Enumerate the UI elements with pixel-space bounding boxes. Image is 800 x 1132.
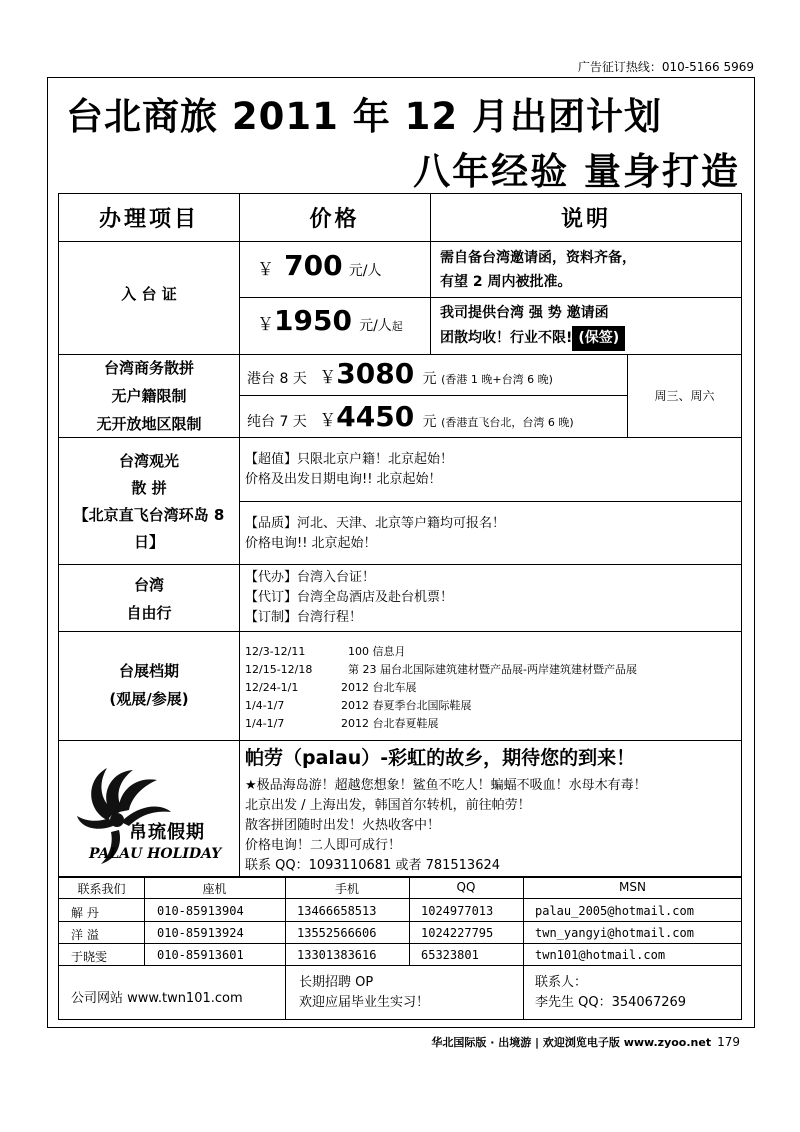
- divider: [239, 501, 742, 502]
- divider: [59, 877, 742, 878]
- recruit-note: 长期招聘 OP 欢迎应届毕业生实习！: [299, 975, 430, 1010]
- contact-qq: 1024227795: [421, 926, 494, 940]
- contact-header: 座机: [202, 882, 227, 896]
- contact-msn[interactable]: palau_2005@hotmail.com: [535, 904, 694, 918]
- contact-person: 联系人： 李先生 QQ：354067269: [535, 975, 687, 1010]
- contact-header: 手机: [334, 882, 359, 896]
- divider: [239, 297, 742, 298]
- page-footer: 华北国际版 · 出境游 | 欢迎浏览电子版 www.zyoo.net 179: [431, 1035, 740, 1049]
- expo-row: 12/3-12/11 100 信息月: [245, 645, 406, 658]
- entry-permit-label: 入 台 证: [121, 285, 177, 303]
- free-travel-label: 台湾 自由行: [126, 576, 172, 622]
- contact-mobile: 13552566606: [297, 926, 377, 940]
- expo-row: 1/4-1/7 2012 春夏季台北国际鞋展: [245, 699, 472, 712]
- divider: [239, 631, 240, 740]
- header-price: 价格: [309, 207, 360, 232]
- page-number: 179: [717, 1035, 740, 1049]
- divider: [285, 877, 286, 1020]
- contact-header: QQ: [456, 880, 476, 894]
- contact-phone: 010-85913904: [157, 904, 244, 918]
- page-title: 台北商旅 2011 年 12 月出团计划: [66, 95, 662, 138]
- contact-phone: 010-85913924: [157, 926, 244, 940]
- expo-label: 台展档期 (观展/参展): [109, 662, 189, 708]
- entry-note-1: 需自备台湾邀请函，资料齐备， 有望 2 周内被批准。: [440, 250, 636, 290]
- departure-days: 周三、周六: [654, 389, 715, 403]
- expo-row: 12/15-12/18 第 23 届台北国际建筑建材暨产品展-两岸建筑建材暨产品展: [245, 663, 637, 676]
- palau-holiday-logo: 帛琉假期 PALAU HOLIDAY: [67, 750, 232, 870]
- contact-header: 联系我们: [77, 882, 126, 896]
- sightseeing-value-note: 【超值】只限北京户籍！北京起始！ 价格及出发日期电询!! 北京起始！: [245, 452, 454, 487]
- header-item: 办理项目: [98, 207, 199, 232]
- palau-details: ★极品海岛游！超越您想象！鲨鱼不吃人！蝙蝠不吸血！水母木有毒！ 北京出发 / 上海出发，韩国首尔转机，前往帕劳！ 散客拼团随时出发！火热收客中！ 价格电询！二人即可成行！ 联系 QQ：1093110681 或者 781513624: [245, 778, 647, 873]
- contact-msn[interactable]: twn101@hotmail.com: [535, 948, 666, 962]
- divider: [59, 241, 742, 242]
- main-table: [58, 193, 742, 877]
- divider: [59, 564, 742, 565]
- free-travel-services: 【代办】台湾入台证！ 【代订】台湾全岛酒店及赴台机票！ 【订制】台湾行程！: [245, 570, 454, 625]
- contact-name: 于晓雯: [71, 950, 108, 964]
- divider: [430, 194, 431, 354]
- contact-qq: 65323801: [421, 948, 479, 962]
- tour-hk-taiwan: 港台 8 天 ￥3080 元 (香港 1 晚+台湾 6 晚): [247, 357, 553, 390]
- divider: [59, 965, 742, 966]
- divider: [59, 631, 742, 632]
- sightseeing-quality-note: 【品质】河北、天津、北京等户籍均可报名！ 价格电询!! 北京起始！: [245, 516, 506, 551]
- divider: [239, 564, 240, 631]
- divider: [239, 740, 240, 878]
- header-description: 说明: [560, 207, 611, 232]
- price-700: ￥ 700 元/人: [257, 249, 382, 282]
- divider: [59, 898, 742, 899]
- divider: [59, 943, 742, 944]
- divider: [239, 395, 627, 396]
- palau-headline: 帕劳（palau）-彩虹的故乡，期待您的到来！: [245, 747, 636, 769]
- sightseeing-label: 台湾观光 散 拼 【北京直飞台湾环岛 8 日】: [73, 452, 225, 551]
- divider: [59, 740, 742, 741]
- page-subtitle: 八年经验 量身打造: [413, 150, 740, 193]
- contact-name: 洋 溢: [71, 928, 99, 942]
- contact-msn[interactable]: twn_yangyi@hotmail.com: [535, 926, 694, 940]
- company-website[interactable]: 公司网站 www.twn101.com: [71, 991, 243, 1006]
- guarantee-badge: (保签): [572, 326, 625, 351]
- business-tour-label: 台湾商务散拼 无户籍限制 无开放地区限制: [96, 359, 202, 433]
- contact-header: MSN: [619, 880, 646, 894]
- tour-taiwan-only: 纯台 7 天 ￥4450 元 (香港直飞台北，台湾 6 晚): [247, 400, 574, 433]
- divider: [523, 877, 524, 1020]
- contact-mobile: 13466658513: [297, 904, 377, 918]
- ad-hotline: 广告征订热线：010-5166 5969: [577, 60, 754, 74]
- entry-note-2: 我司提供台湾 强 势 邀请函 团散均收！行业不限! (保签): [440, 301, 625, 351]
- contact-table: [58, 877, 742, 1020]
- divider: [239, 194, 240, 354]
- contact-name: 解 丹: [71, 906, 99, 920]
- expo-row: 12/24-1/1 2012 台北车展: [245, 681, 417, 694]
- divider: [59, 921, 742, 922]
- contact-qq: 1024977013: [421, 904, 494, 918]
- contact-mobile: 13301383616: [297, 948, 377, 962]
- price-1950: ￥1950 元/人起: [257, 304, 403, 337]
- contact-phone: 010-85913601: [157, 948, 244, 962]
- expo-row: 1/4-1/7 2012 台北春夏鞋展: [245, 717, 439, 730]
